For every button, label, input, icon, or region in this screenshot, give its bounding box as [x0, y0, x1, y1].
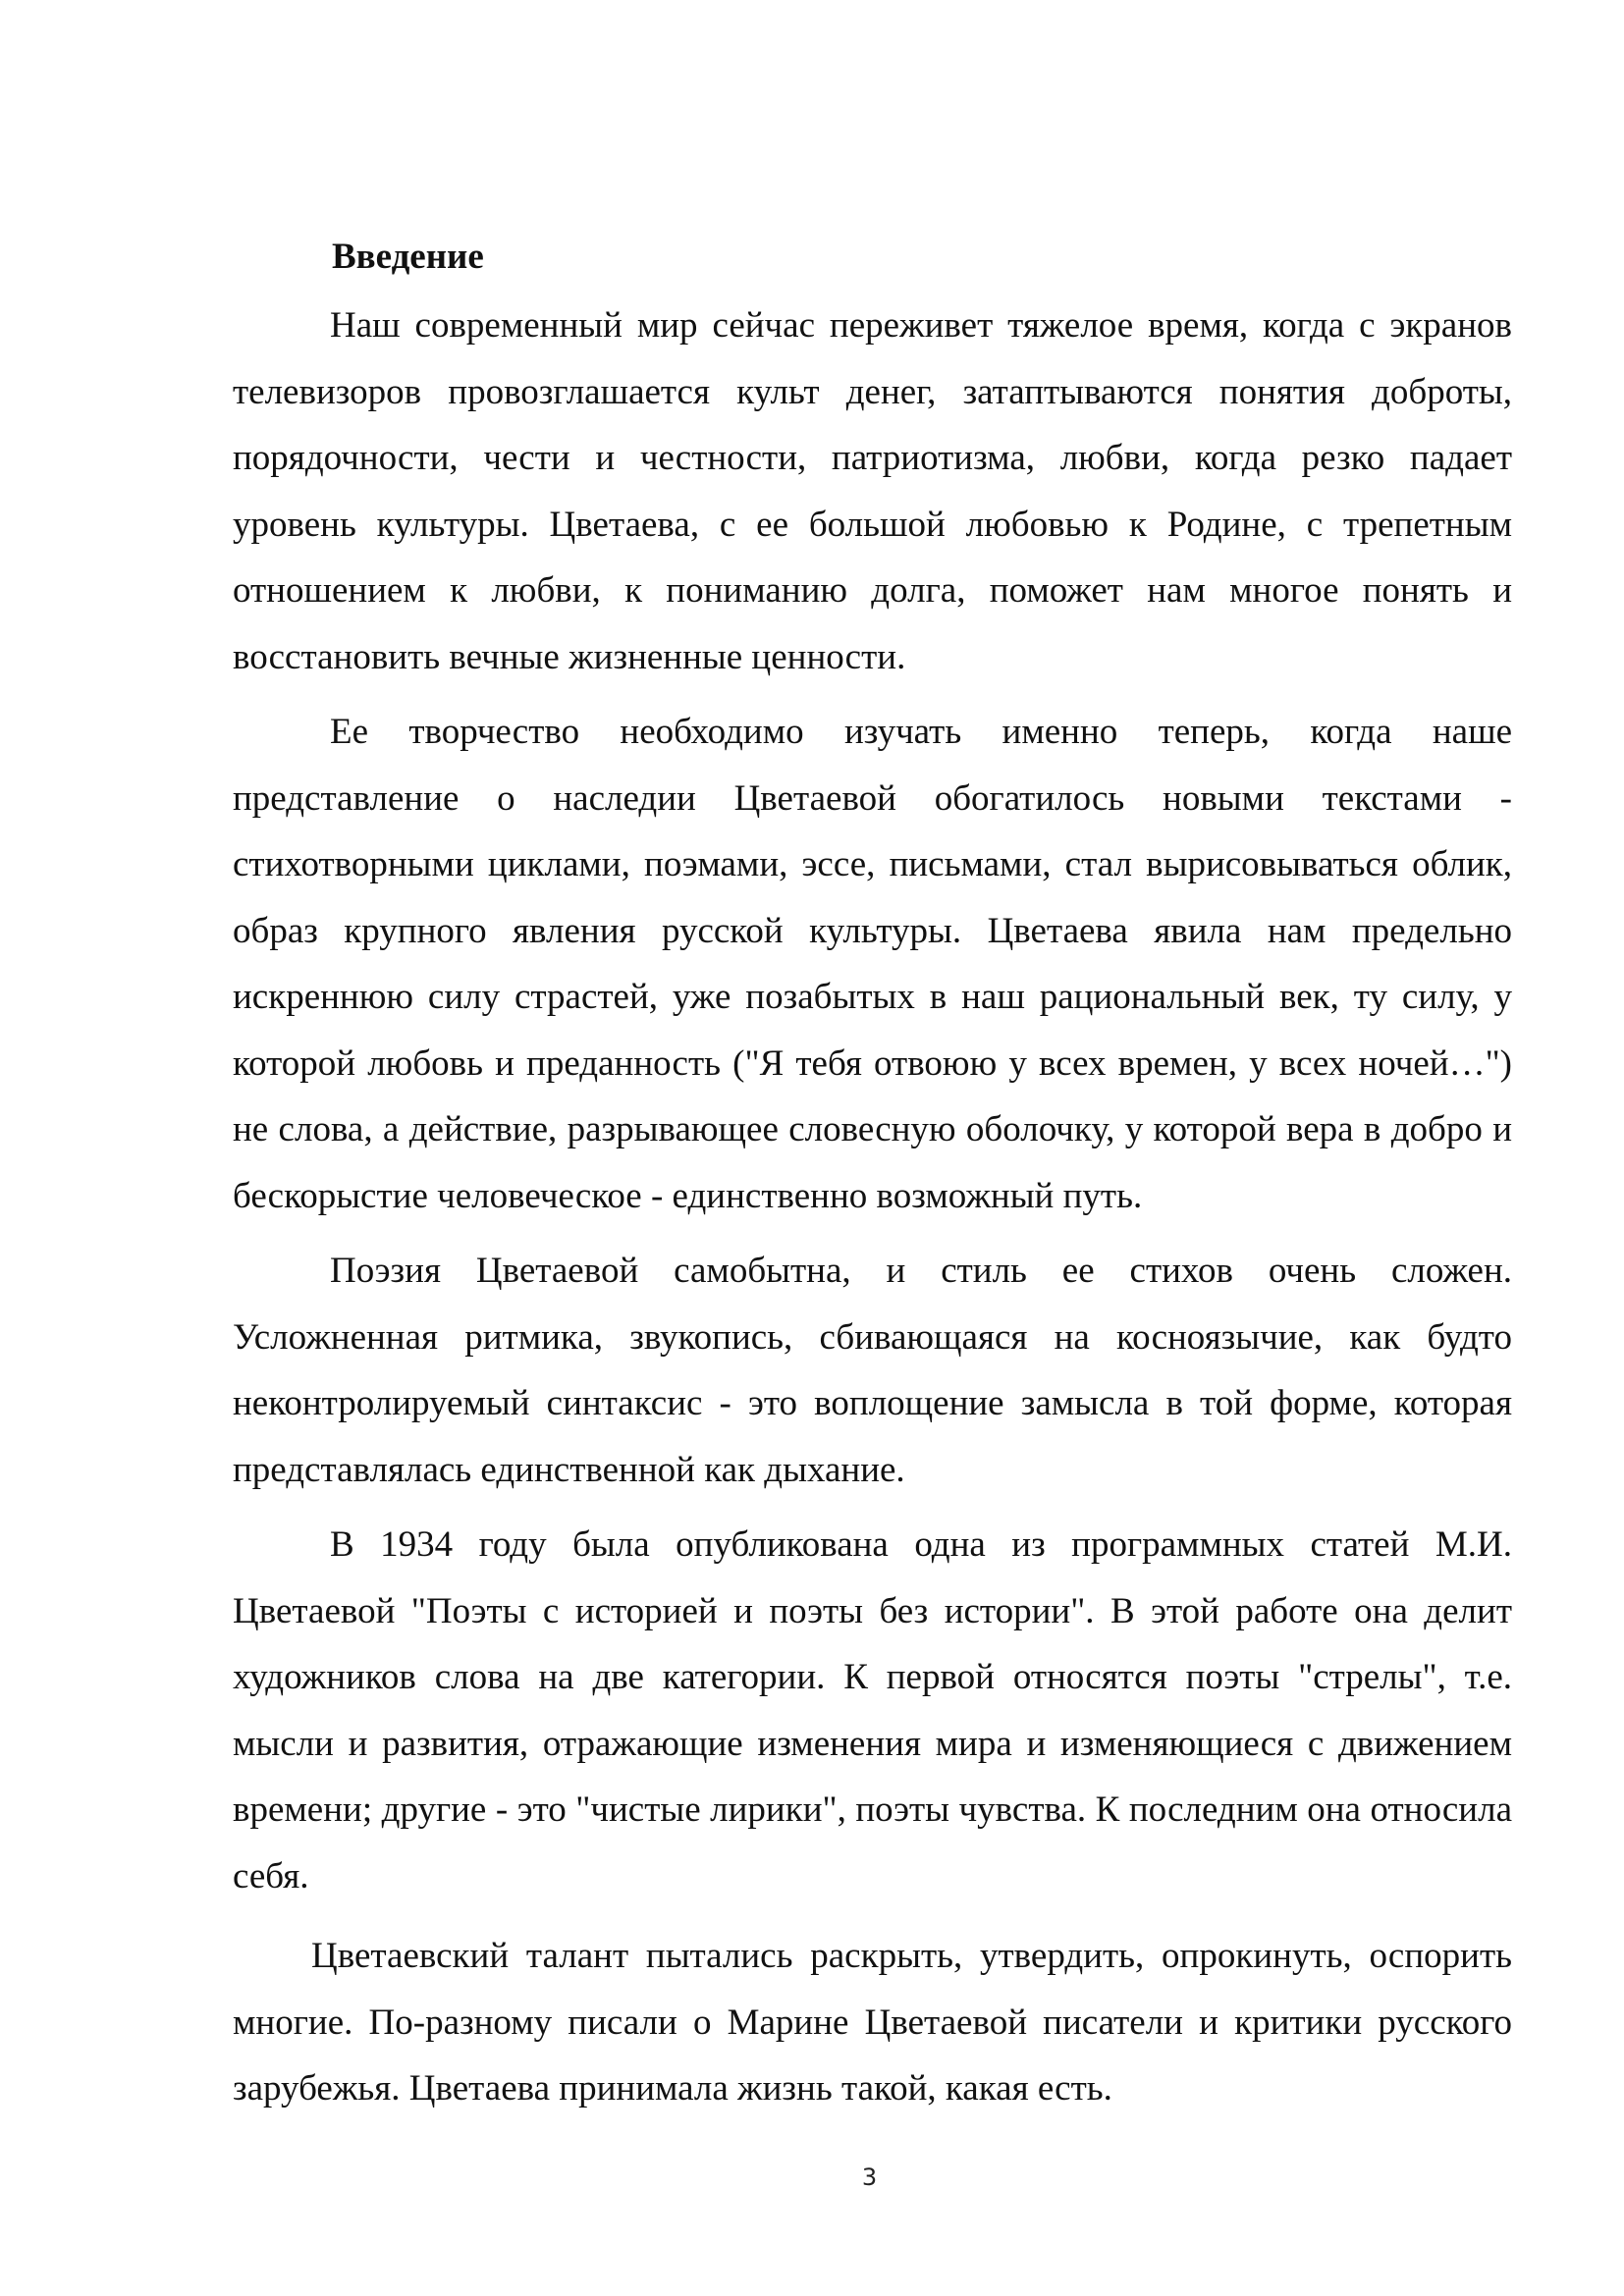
page-number: 3	[861, 2163, 878, 2191]
paragraph-legacy: Ее творчество необходимо изучать именно теперь, когда наше представление о наследии Цветаевой обогатилось новыми текстами - стихотворными циклами, поэмами, эссе, письмами, стал вырисовываться облик, образ крупного явления русской культуры. Цветаева явила нам предельно искреннюю силу страстей, уже позабытых в наш рациональный век, ту силу, у которой любовь и преданность ("Я тебя отвоюю у всех времен, у всех ночей…") не слова, а действие, разрывающее словесную оболочку, у которой вера в добро и бескорыстие человеческое - единственно возможный путь.	[233, 712, 1512, 1216]
section-heading: Введение	[332, 237, 484, 277]
paragraph-article-1934: В 1934 году была опубликована одна из программных статей М.И. Цветаевой "Поэты с историей и поэты без истории". В этой работе она делит художников слова на две категории. К первой относятся поэты "стрелы", т.е. мысли и развития, отражающие изменения мира и изменяющиеся с движением времени; другие - это "чистые лирики", поэты чувства. К последним она относила себя.	[233, 1524, 1512, 1896]
paragraph-intro: Наш современный мир сейчас переживет тяжелое время, когда с экранов телевизоров провозглашается культ денег, затаптываются понятия доброты, порядочности, чести и честности, патриотизма, любви, когда резко падает уровень культуры. Цветаева, с ее большой любовью к Родине, с трепетным отношением к любви, к пониманию долга, поможет нам многое понять и восстановить вечные жизненные ценности.	[233, 305, 1512, 677]
paragraph-style: Поэзия Цветаевой самобытна, и стиль ее стихов очень сложен. Усложненная ритмика, звукопись, сбивающаяся на косноязычие, как будто неконтролируемый синтаксис - это воплощение замысла в той форме, которая представлялась единственной как дыхание.	[233, 1251, 1512, 1490]
paragraph-talent: Цветаевский талант пытались раскрыть, утвердить, опрокинуть, оспорить многие. По-разному писали о Марине Цветаевой писатели и критики русского зарубежья. Цветаева принимала жизнь такой, какая есть.	[233, 1936, 1512, 2109]
document-body	[233, 232, 1512, 2122]
